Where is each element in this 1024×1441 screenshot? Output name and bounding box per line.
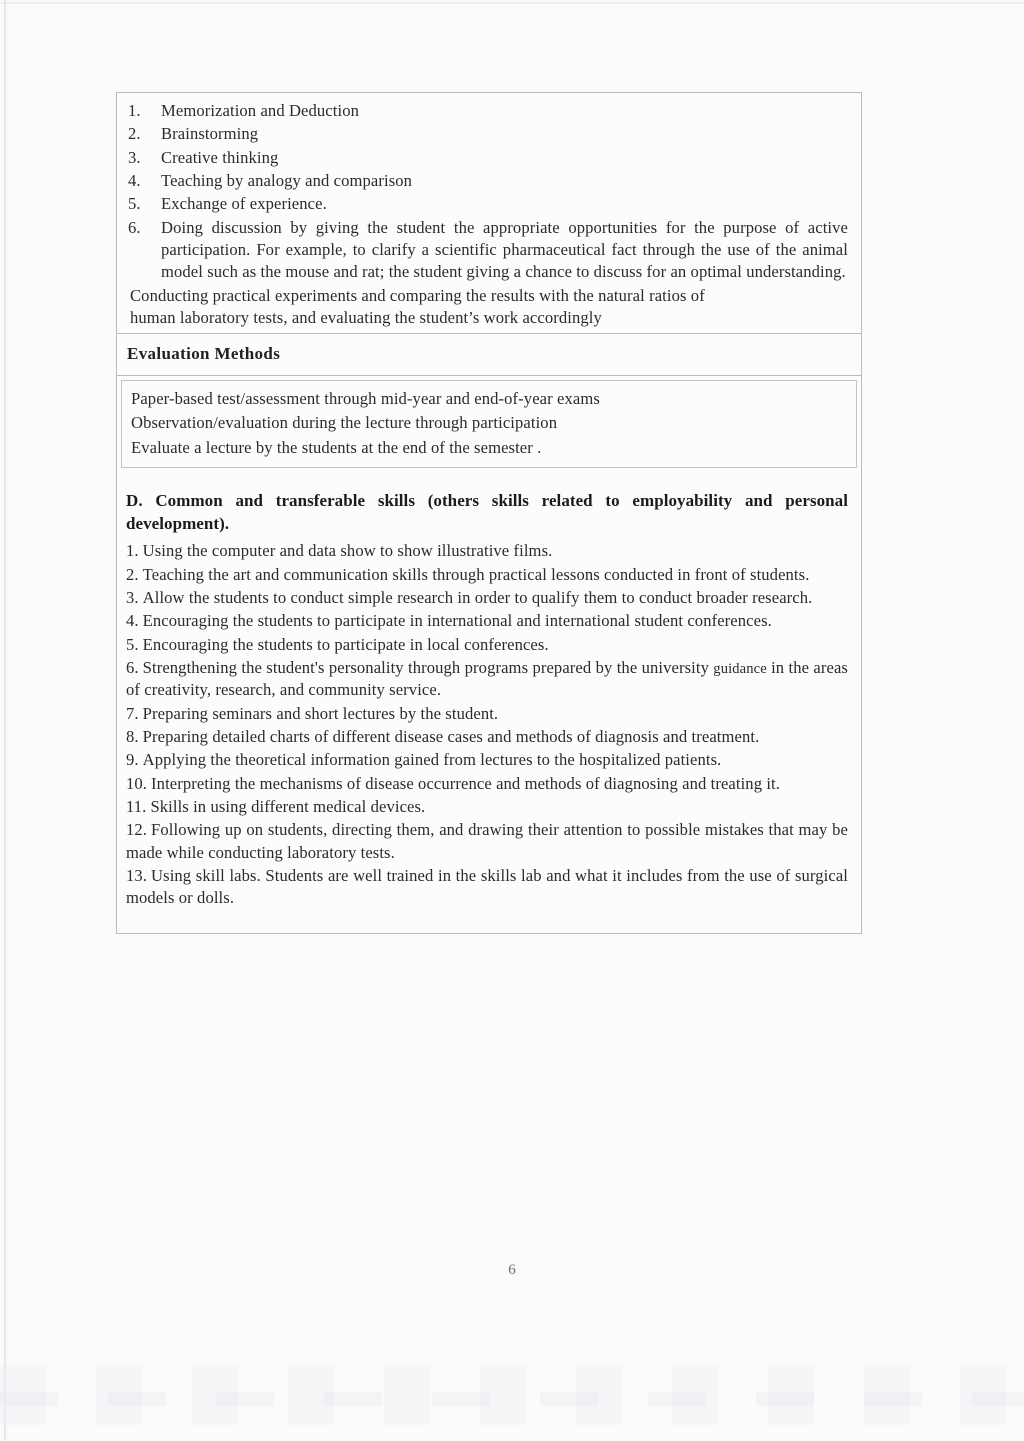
scan-edge-artifact-left [4, 0, 7, 1441]
section-d-list [126, 540, 852, 909]
list-item-number: 2. [126, 564, 139, 584]
document-table [116, 92, 862, 934]
list-item-number: 7. [126, 703, 139, 723]
list-item [126, 773, 852, 795]
list-item-number: 8. [126, 727, 139, 747]
trailing-line: Conducting practical experiments and comparing the results with the natural ratios of [130, 285, 705, 305]
list-item [126, 540, 852, 562]
list-item-number: 1. [126, 541, 139, 561]
list-item-text: Memorization and Deduction [161, 101, 359, 120]
page-number: 6 [508, 1262, 516, 1278]
list-item-number: 3. [126, 587, 139, 607]
evaluation-method-line: Paper-based test/assessment through mid-year and end-of-year exams [131, 389, 600, 409]
list-item-text: Teaching the art and communication skills through practical lessons conducted in front of students. [142, 564, 810, 584]
list-item [126, 587, 852, 609]
list-item [126, 147, 852, 169]
evaluation-method-line: Observation/evaluation during the lecture through participation [131, 413, 558, 433]
list-item [126, 865, 852, 910]
list-item-number: 13. [126, 865, 148, 885]
list-item-number: 4. [126, 611, 139, 631]
list-item [126, 217, 852, 284]
list-item [126, 193, 852, 215]
list-item-number: 3. [128, 147, 141, 167]
list-item [126, 170, 852, 192]
list-item-number: 6. [126, 657, 139, 677]
evaluation-methods-content-cell [117, 375, 861, 473]
list-item-number: 4. [128, 170, 141, 190]
evaluation-methods-heading: Evaluation Methods [127, 344, 281, 364]
list-item-text: Skills in using different medical devices. [150, 797, 426, 817]
list-item [126, 100, 852, 122]
list-item-text: Using the computer and data show to show illustrative films. [142, 541, 553, 561]
evaluation-methods-box [121, 380, 857, 468]
list-item-number: 9. [126, 750, 139, 770]
list-item-number: 10. [126, 773, 148, 793]
list-item-text-before: Strengthening the student's personality through programs prepared by the university [142, 657, 714, 677]
trailing-line: human laboratory tests, and evaluating the student’s work accordingly [130, 307, 602, 327]
list-item-text: Doing discussion by giving the student the appropriate opportunities for the purpose of active participation. For example, to clarify a scientific pharmaceutical fact through the use of the animal model such as the mouse and rat; the student giving a chance to discuss for an optimal understanding. [161, 217, 848, 282]
teaching-methods-list [126, 100, 852, 284]
scan-noise-artifact-lower [0, 1365, 1024, 1425]
list-item-text: Preparing detailed charts of different disease cases and methods of diagnosis and treatment. [142, 727, 760, 747]
list-item-text: Preparing seminars and short lectures by the student. [142, 703, 499, 723]
list-item-number: 1. [128, 101, 141, 120]
list-item-text: Encouraging the students to participate in international and international student conferences. [142, 611, 772, 631]
list-item [126, 749, 852, 771]
list-item-text: Brainstorming [161, 124, 259, 144]
list-item [126, 703, 852, 725]
list-item [126, 796, 852, 818]
list-item [126, 657, 852, 702]
list-item-text: Creative thinking [161, 147, 279, 167]
list-item-text-after: in the areas of creativity, research, and community service. [126, 657, 848, 700]
list-item-number: 5. [128, 194, 141, 214]
evaluation-methods-heading-cell [117, 333, 861, 375]
list-item-text: Allow the students to conduct simple research in order to qualify them to conduct broader research. [142, 587, 813, 607]
list-item-text: Using skill labs. Students are well trained in the skills lab and what it includes from the use of surgical models or dolls. [126, 865, 848, 908]
list-item-text: Following up on students, directing them, and drawing their attention to possible mistakes that may be made while conducting laboratory tests. [126, 820, 848, 862]
evaluation-method-line: Evaluate a lecture by the students at the end of the semester . [131, 437, 542, 457]
list-item [126, 726, 852, 748]
list-item-number: 11. [126, 797, 147, 817]
section-d-cell [117, 473, 861, 933]
section-d-heading: D. Common and transferable skills (others skills related to employability and personal development). [126, 491, 848, 533]
list-item-number: 12. [126, 820, 148, 840]
list-item-text-small: guidance [713, 660, 767, 677]
list-item-text: Teaching by analogy and comparison [161, 170, 413, 190]
scan-noise-artifact-bottom [0, 1392, 1024, 1406]
list-item-text: Exchange of experience. [161, 194, 327, 214]
list-item-number: 5. [126, 634, 139, 654]
list-item-text: Applying the theoretical information gained from lectures to the hospitalized patients. [142, 750, 722, 770]
list-item [126, 634, 852, 656]
list-item-number: 2. [128, 124, 141, 144]
list-item [126, 819, 852, 864]
list-item [126, 610, 852, 632]
teaching-methods-cell [117, 93, 861, 333]
list-item-text: Interpreting the mechanisms of disease occurrence and methods of diagnosing and treating it. [151, 773, 781, 793]
list-item [126, 564, 852, 586]
teaching-methods-trailing-paragraph [126, 285, 852, 330]
scan-edge-artifact-top [0, 2, 1024, 4]
list-item-number: 6. [128, 217, 141, 237]
list-item [126, 123, 852, 145]
list-item-text: Encouraging the students to participate in local conferences. [142, 634, 549, 654]
